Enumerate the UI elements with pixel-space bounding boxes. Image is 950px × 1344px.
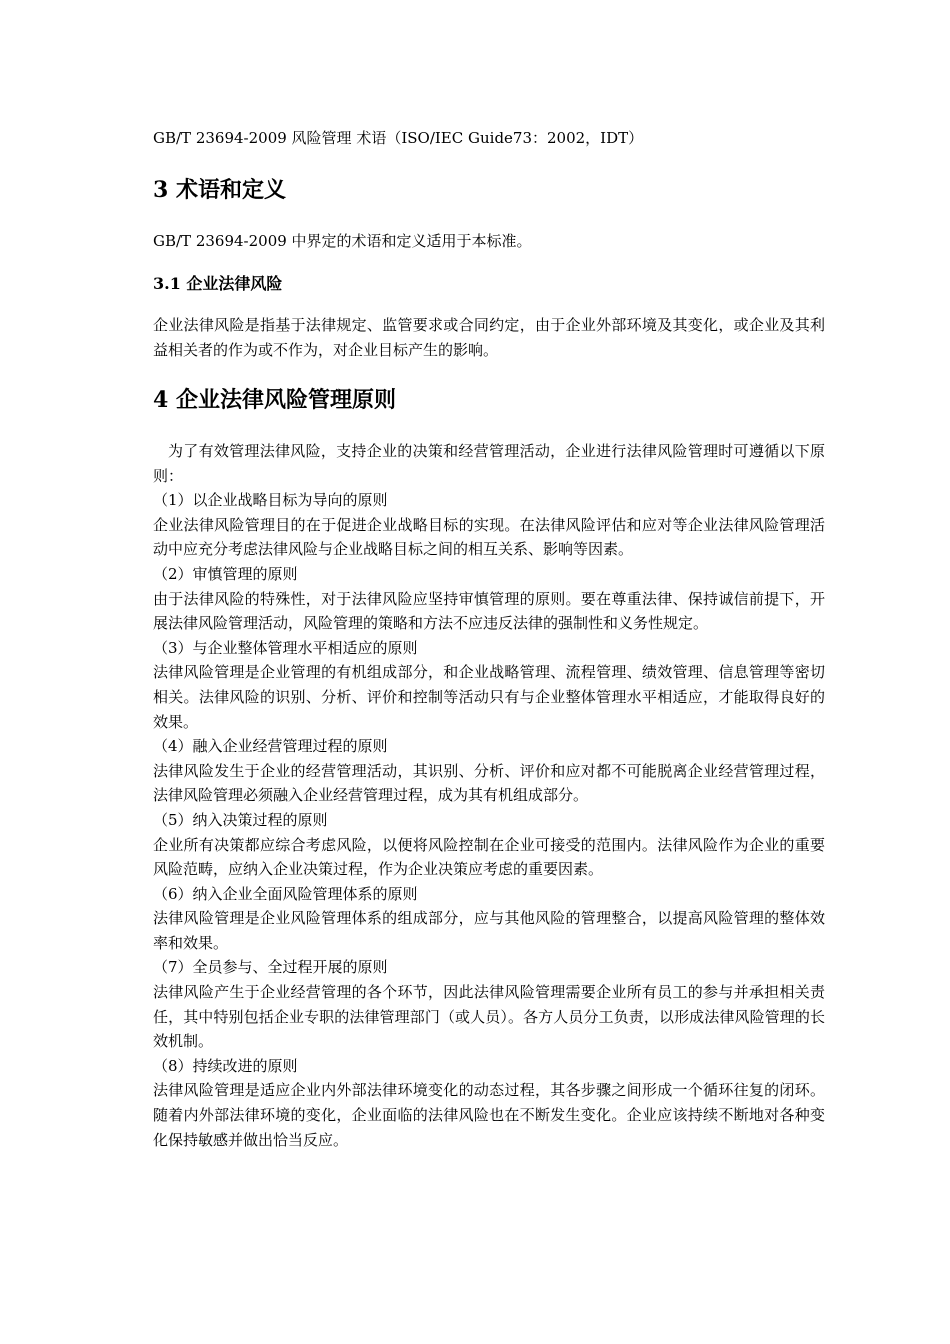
principles-list: [153, 439, 825, 1152]
principle-7-text: 法律风险产生于企业经营管理的各个环节，因此法律风险管理需要企业所有员工的参与并承担相关责任，其中特别包括企业专职的法律管理部门（或人员）。各方人员分工负责，以形成法律风险管理的长效机制。: [153, 983, 825, 1051]
principle-4-title: （4）融入企业经营管理过程的原则: [153, 737, 388, 756]
section-3-intro: GB/T 23694-2009 中界定的术语和定义适用于本标准。: [153, 232, 532, 250]
principle-4-text: 法律风险发生于企业的经营管理活动，其识别、分析、评价和应对都不可能脱离企业经营管理过程，法律风险管理必须融入企业经营管理过程，成为其有机组成部分。: [153, 761, 825, 805]
principle-1-title: （1）以企业战略目标为导向的原则: [153, 491, 388, 510]
section-4-intro: 为了有效管理法律风险，支持企业的决策和经营管理活动，企业进行法律风险管理时可遵循以下原则：: [153, 442, 825, 485]
principle-5-text: 企业所有决策都应综合考虑风险，以便将风险控制在企业可接受的范围内。法律风险作为企业的重要风险范畴，应纳入企业决策过程，作为企业决策应考虑的重要因素。: [153, 835, 825, 879]
principle-6-title: （6）纳入企业全面风险管理体系的原则: [153, 884, 418, 903]
principle-6-text: 法律风险管理是企业风险管理体系的组成部分，应与其他风险的管理整合，以提高风险管理的整体效率和效果。: [153, 909, 825, 952]
principle-2-text: 由于法律风险的特殊性，对于法律风险应坚持审慎管理的原则。要在尊重法律、保持诚信前提下，开展法律风险管理活动，风险管理的策略和方法不应违反法律的强制性和义务性规定。: [153, 589, 825, 633]
section-3-1-heading: 3.1 企业法律风险: [153, 274, 283, 293]
standard-reference: GB/T 23694-2009 风险管理 术语（ISO/IEC Guide73：2002，IDT）: [153, 129, 644, 147]
principle-8-title: （8）持续改进的原则: [153, 1056, 298, 1075]
principle-3-title: （3）与企业整体管理水平相适应的原则: [153, 638, 418, 657]
principle-1-text: 企业法律风险管理目的在于促进企业战略目标的实现。在法律风险评估和应对等企业法律风险管理活动中应充分考虑法律风险与企业战略目标之间的相互关系、影响等因素。: [153, 515, 825, 559]
principle-7-title: （7）全员参与、全过程开展的原则: [153, 958, 388, 977]
section-3-heading: 3 术语和定义: [153, 177, 286, 203]
section-4-heading: 4 企业法律风险管理原则: [153, 387, 396, 413]
principle-2-title: （2）审慎管理的原则: [153, 564, 298, 583]
section-3-1-definition: 企业法律风险是指基于法律规定、监管要求或合同约定，由于企业外部环境及其变化，或企业及其利益相关者的作为或不作为，对企业目标产生的影响。: [153, 316, 825, 359]
principle-3-text: 法律风险管理是企业管理的有机组成部分，和企业战略管理、流程管理、绩效管理、信息管理等密切相关。法律风险的识别、分析、评价和控制等活动只有与企业整体管理水平相适应，才能取得良好的效果。: [153, 663, 825, 731]
principle-8-text: 法律风险管理是适应企业内外部法律环境变化的动态过程，其各步骤之间形成一个循环往复的闭环。随着内外部法律环境的变化，企业面临的法律风险也在不断发生变化。企业应该持续不断地对各种变化保持敏感并做出恰当反应。: [153, 1081, 825, 1149]
principle-5-title: （5）纳入决策过程的原则: [153, 810, 328, 829]
